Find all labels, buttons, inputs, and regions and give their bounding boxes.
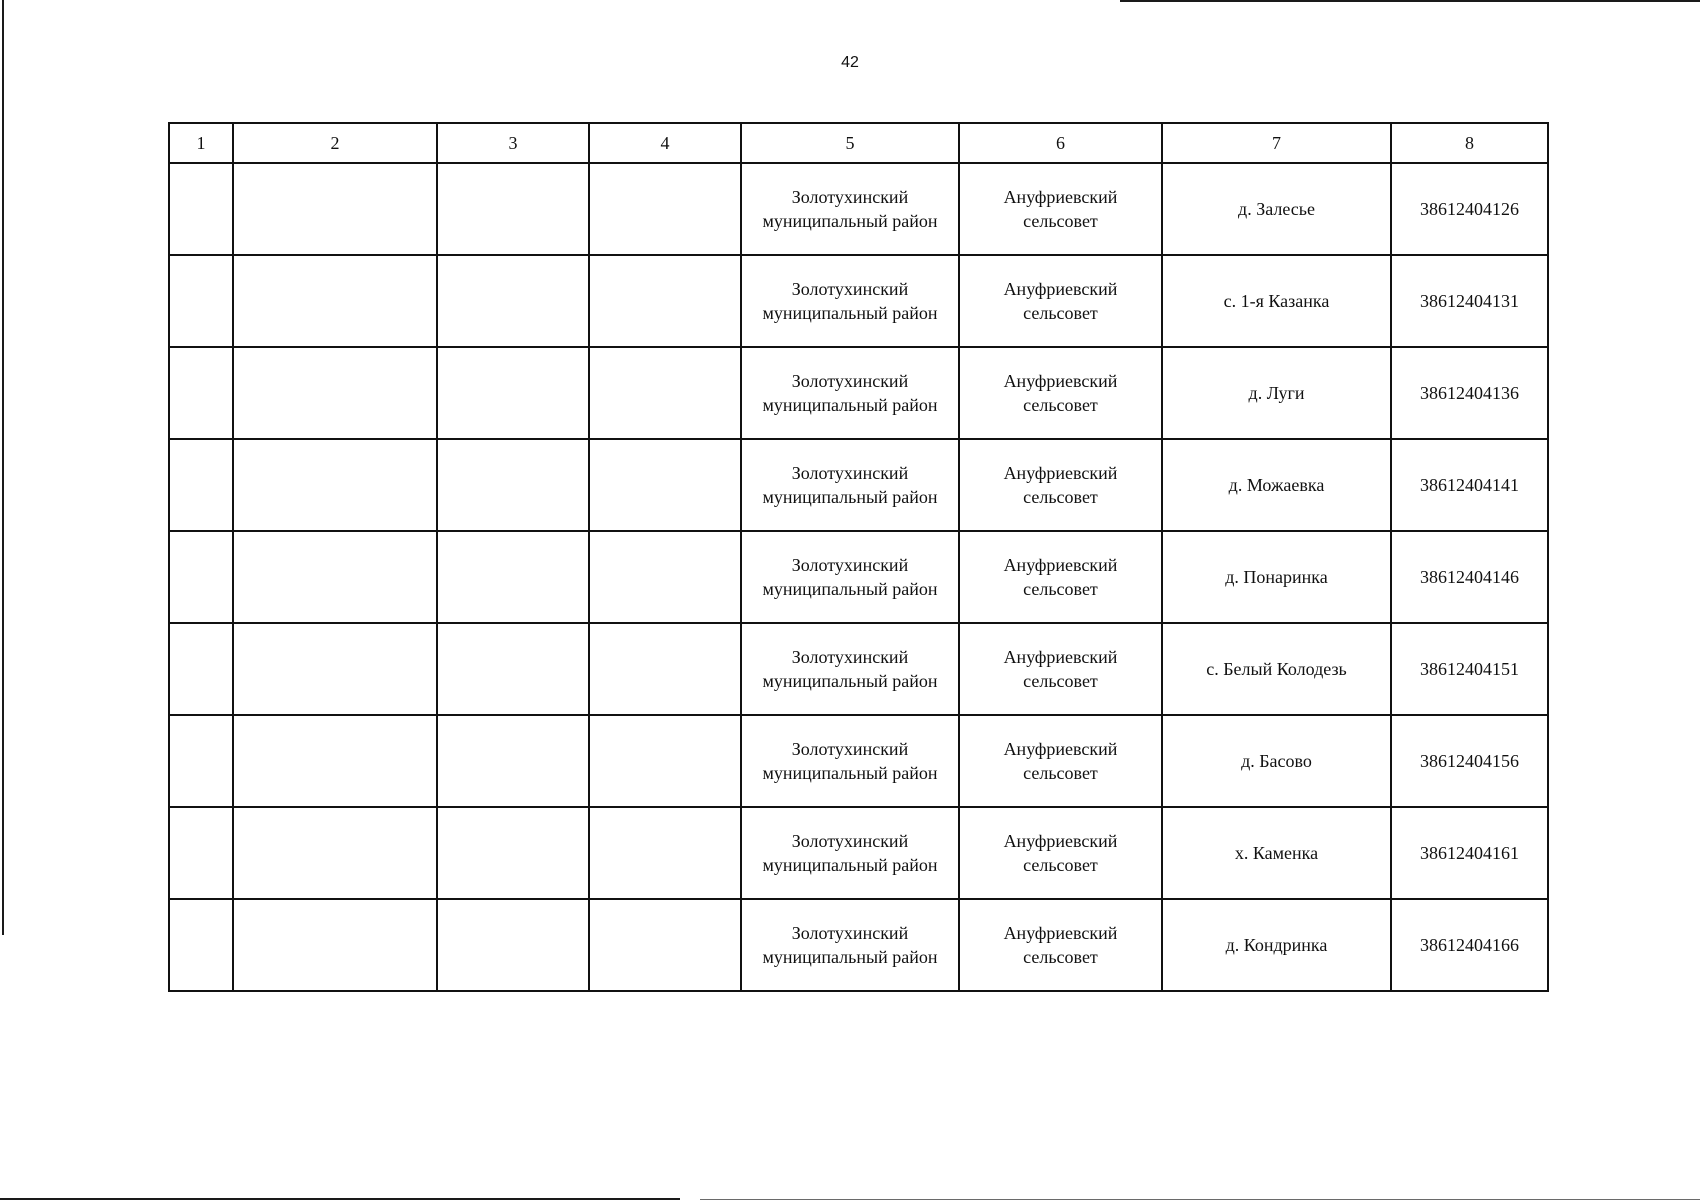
cell-col2 <box>233 255 437 347</box>
district-type: муниципальный район <box>762 579 938 599</box>
council-name: Ануфриевский <box>1003 187 1118 207</box>
cell-col3 <box>437 255 589 347</box>
table-row <box>169 163 1548 255</box>
council-type: сельсовет <box>1023 579 1098 599</box>
cell-district <box>741 715 959 807</box>
table-row <box>169 807 1548 899</box>
council-name: Ануфриевский <box>1003 371 1118 391</box>
cell-district <box>741 623 959 715</box>
district-name: Золотухинский <box>791 739 909 759</box>
district-type: муниципальный район <box>762 671 938 691</box>
council-type: сельсовет <box>1023 487 1098 507</box>
council-name: Ануфриевский <box>1003 647 1118 667</box>
cell-col4 <box>589 899 741 991</box>
cell-council <box>959 255 1162 347</box>
cell-col1 <box>169 623 233 715</box>
cell-col4 <box>589 255 741 347</box>
council-name: Ануфриевский <box>1003 923 1118 943</box>
cell-col1 <box>169 163 233 255</box>
cell-col1 <box>169 531 233 623</box>
district-name: Золотухинский <box>791 279 909 299</box>
cell-council <box>959 899 1162 991</box>
cell-code: 38612404156 <box>1391 715 1548 807</box>
column-header-4: 4 <box>589 123 741 163</box>
cell-settlement: д. Понаринка <box>1162 531 1391 623</box>
cell-district <box>741 347 959 439</box>
council-type: сельсовет <box>1023 763 1098 783</box>
cell-col4 <box>589 163 741 255</box>
district-type: муниципальный район <box>762 211 938 231</box>
cell-code: 38612404161 <box>1391 807 1548 899</box>
cell-settlement: д. Луги <box>1162 347 1391 439</box>
district-type: муниципальный район <box>762 487 938 507</box>
cell-district <box>741 439 959 531</box>
cell-col2 <box>233 623 437 715</box>
cell-col4 <box>589 439 741 531</box>
cell-settlement: д. Кондринка <box>1162 899 1391 991</box>
council-type: сельсовет <box>1023 947 1098 967</box>
cell-col1 <box>169 715 233 807</box>
council-name: Ануфриевский <box>1003 555 1118 575</box>
district-name: Золотухинский <box>791 647 909 667</box>
council-name: Ануфриевский <box>1003 463 1118 483</box>
district-type: муниципальный район <box>762 763 938 783</box>
cell-council <box>959 807 1162 899</box>
cell-council <box>959 163 1162 255</box>
table-row <box>169 531 1548 623</box>
cell-code: 38612404146 <box>1391 531 1548 623</box>
cell-col1 <box>169 255 233 347</box>
table-header-row <box>169 123 1548 163</box>
cell-col1 <box>169 347 233 439</box>
scan-edge-left <box>2 0 4 935</box>
table-row <box>169 255 1548 347</box>
district-type: муниципальный район <box>762 947 938 967</box>
cell-col3 <box>437 531 589 623</box>
cell-col2 <box>233 163 437 255</box>
cell-col3 <box>437 347 589 439</box>
cell-col1 <box>169 899 233 991</box>
cell-col4 <box>589 347 741 439</box>
table-row <box>169 347 1548 439</box>
district-type: муниципальный район <box>762 303 938 323</box>
cell-district <box>741 807 959 899</box>
column-header-1: 1 <box>169 123 233 163</box>
cell-col3 <box>437 899 589 991</box>
cell-col4 <box>589 807 741 899</box>
district-name: Золотухинский <box>791 463 909 483</box>
cell-col2 <box>233 531 437 623</box>
district-name: Золотухинский <box>791 831 909 851</box>
cell-council <box>959 347 1162 439</box>
column-header-6: 6 <box>959 123 1162 163</box>
column-header-3: 3 <box>437 123 589 163</box>
cell-col2 <box>233 715 437 807</box>
cell-code: 38612404126 <box>1391 163 1548 255</box>
cell-col2 <box>233 439 437 531</box>
council-name: Ануфриевский <box>1003 831 1118 851</box>
cell-col4 <box>589 715 741 807</box>
district-type: муниципальный район <box>762 855 938 875</box>
cell-district <box>741 899 959 991</box>
table-row <box>169 623 1548 715</box>
table-row <box>169 715 1548 807</box>
column-header-2: 2 <box>233 123 437 163</box>
table-row <box>169 439 1548 531</box>
cell-settlement: с. 1-я Казанка <box>1162 255 1391 347</box>
cell-code: 38612404136 <box>1391 347 1548 439</box>
settlements-table <box>168 122 1549 992</box>
cell-col2 <box>233 807 437 899</box>
district-name: Золотухинский <box>791 923 909 943</box>
cell-code: 38612404151 <box>1391 623 1548 715</box>
scan-edge-top <box>1120 0 1700 2</box>
column-header-7: 7 <box>1162 123 1391 163</box>
cell-council <box>959 715 1162 807</box>
cell-council <box>959 439 1162 531</box>
council-type: сельсовет <box>1023 211 1098 231</box>
page-number: 42 <box>841 54 859 71</box>
cell-col3 <box>437 807 589 899</box>
cell-settlement: д. Можаевка <box>1162 439 1391 531</box>
district-type: муниципальный район <box>762 395 938 415</box>
cell-code: 38612404131 <box>1391 255 1548 347</box>
council-type: сельсовет <box>1023 395 1098 415</box>
cell-col1 <box>169 439 233 531</box>
council-name: Ануфриевский <box>1003 279 1118 299</box>
district-name: Золотухинский <box>791 555 909 575</box>
cell-col2 <box>233 347 437 439</box>
district-name: Золотухинский <box>791 187 909 207</box>
cell-col2 <box>233 899 437 991</box>
council-name: Ануфриевский <box>1003 739 1118 759</box>
council-type: сельсовет <box>1023 303 1098 323</box>
cell-council <box>959 623 1162 715</box>
column-header-5: 5 <box>741 123 959 163</box>
cell-col3 <box>437 623 589 715</box>
cell-col3 <box>437 715 589 807</box>
cell-district <box>741 531 959 623</box>
cell-col1 <box>169 807 233 899</box>
cell-settlement: д. Залесье <box>1162 163 1391 255</box>
table-row <box>169 899 1548 991</box>
cell-settlement: с. Белый Колодезь <box>1162 623 1391 715</box>
cell-district <box>741 163 959 255</box>
cell-col4 <box>589 531 741 623</box>
cell-district <box>741 255 959 347</box>
cell-code: 38612404141 <box>1391 439 1548 531</box>
cell-code: 38612404166 <box>1391 899 1548 991</box>
cell-council <box>959 531 1162 623</box>
cell-col3 <box>437 439 589 531</box>
cell-settlement: х. Каменка <box>1162 807 1391 899</box>
column-header-8: 8 <box>1391 123 1548 163</box>
cell-settlement: д. Басово <box>1162 715 1391 807</box>
district-name: Золотухинский <box>791 371 909 391</box>
council-type: сельсовет <box>1023 671 1098 691</box>
cell-col3 <box>437 163 589 255</box>
cell-col4 <box>589 623 741 715</box>
council-type: сельсовет <box>1023 855 1098 875</box>
